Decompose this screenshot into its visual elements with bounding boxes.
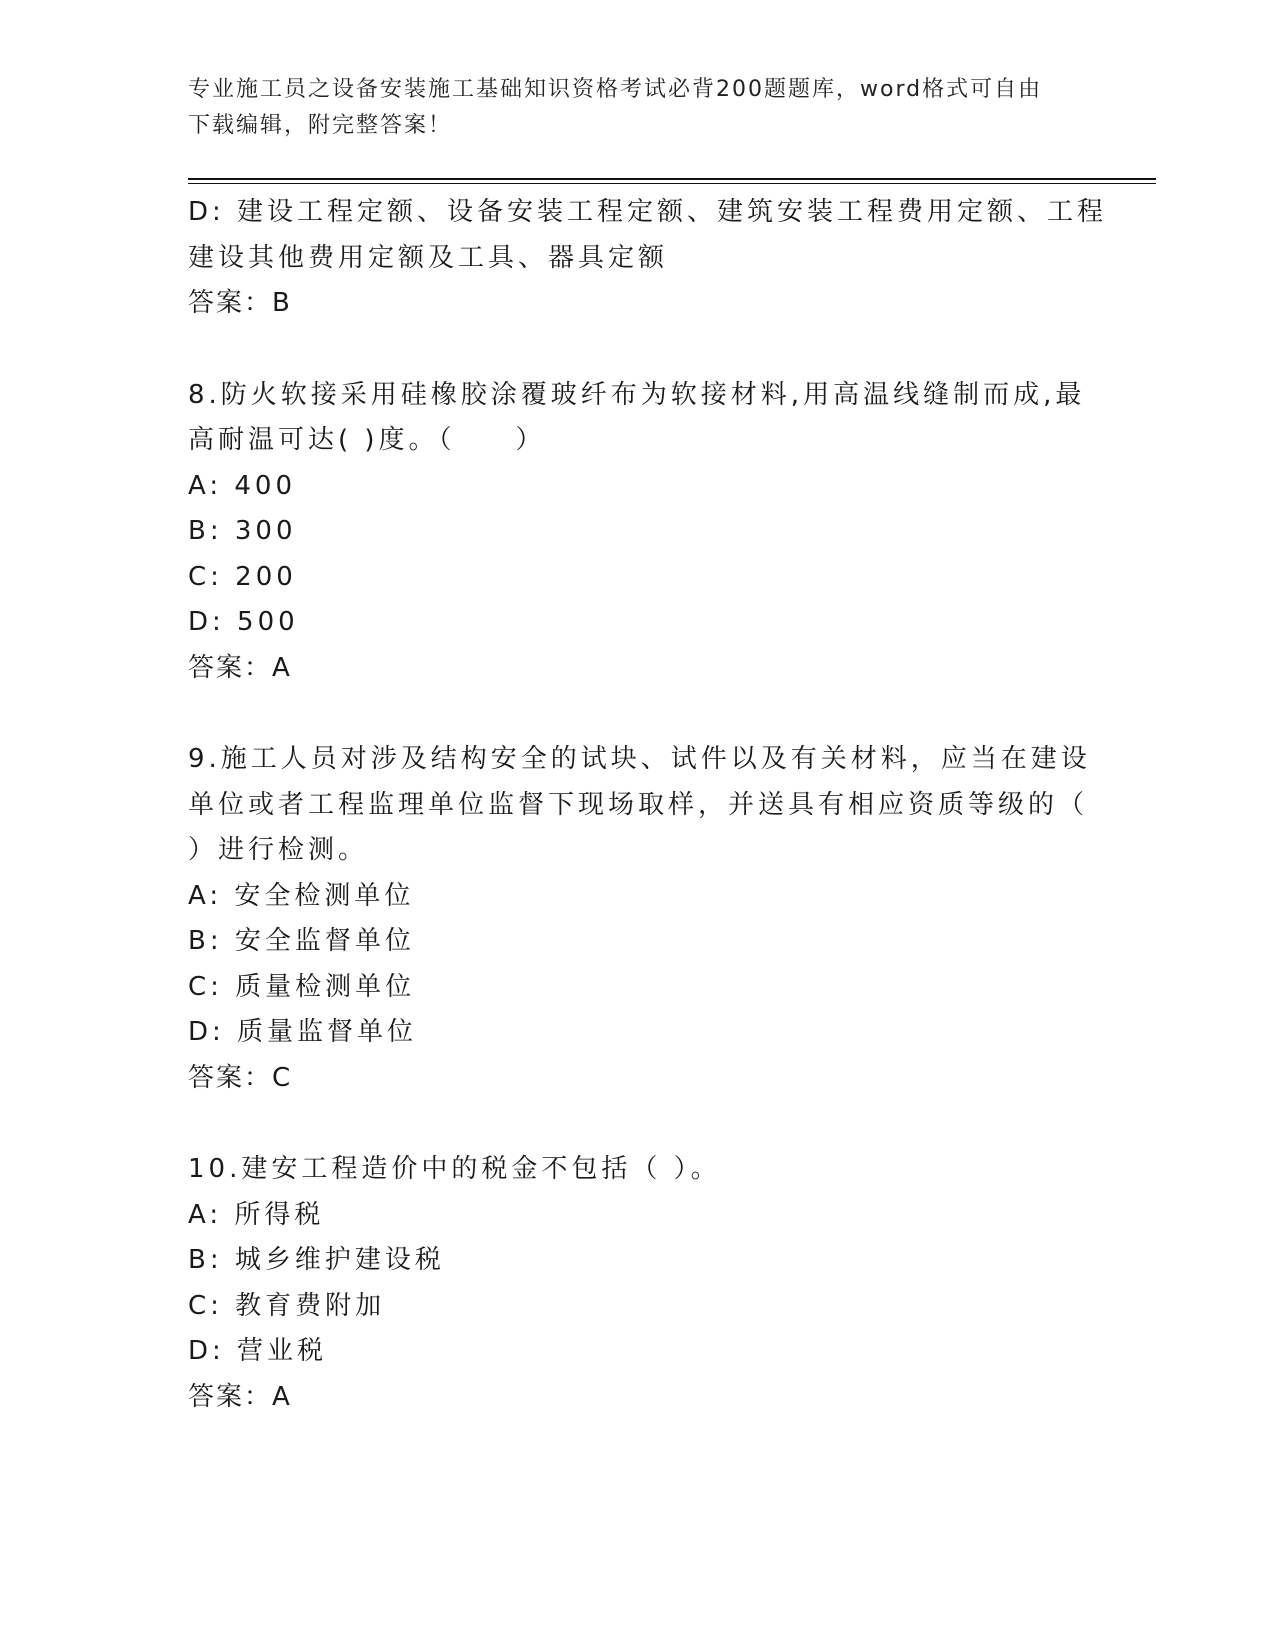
question-stem-line-1: 10.建安工程造价中的税金不包括（ ）。	[188, 1154, 721, 1184]
document-header	[188, 72, 1068, 144]
question-9	[188, 737, 1091, 1101]
option-d: D: 500	[188, 607, 299, 637]
option-d: D: 质量监督单位	[188, 1017, 418, 1047]
option-b: B: 城乡维护建设税	[188, 1245, 445, 1275]
spacer	[188, 327, 1088, 373]
question-stem-line-1: 9.施工人员对涉及结构安全的试块、试件以及有关材料，应当在建设	[188, 744, 1091, 774]
answer-label: 答案：A	[188, 1381, 292, 1412]
question-stem-line-1: 8.防火软接采用硅橡胶涂覆玻纤布为软接材料,用高温线缝制而成,最	[188, 379, 1086, 410]
option-b: B: 300	[188, 516, 297, 546]
option-c: C: 200	[188, 561, 297, 592]
spacer	[188, 1101, 1088, 1147]
question-list	[188, 190, 1108, 1420]
option-d-line-1: D: 建设工程定额、设备安装工程定额、建筑安装工程费用定额、工程	[188, 197, 1108, 227]
question-8	[188, 373, 1088, 692]
option-b: B: 安全监督单位	[188, 926, 415, 956]
option-c: C: 教育费附加	[188, 1290, 386, 1321]
option-a: A: 所得税	[188, 1199, 325, 1230]
answer-label: 答案：A	[188, 652, 292, 683]
question-stem-line-2: 高耐温可达( )度。（ ）	[188, 425, 546, 455]
question-7-tail	[188, 190, 1108, 327]
answer-label: 答案：B	[188, 288, 292, 318]
header-line-1: 专业施工员之设备安装施工基础知识资格考试必背200题题库，word格式可自由	[188, 77, 1043, 102]
header-line-2: 下载编辑，附完整答案！	[188, 113, 453, 138]
option-d-line-2: 建设其他费用定额及工具、器具定额	[188, 242, 669, 273]
question-stem-line-3: ）进行检测。	[188, 835, 369, 865]
option-d: D: 营业税	[188, 1336, 328, 1366]
option-c: C: 质量检测单位	[188, 971, 416, 1002]
option-a: A: 400	[188, 470, 296, 501]
spacer	[188, 691, 1088, 737]
question-10	[188, 1147, 1088, 1420]
question-stem-line-2: 单位或者工程监理单位监督下现场取样，并送具有相应资质等级的（	[188, 789, 1089, 820]
header-divider	[188, 178, 1156, 184]
option-a: A: 安全检测单位	[188, 880, 415, 911]
answer-label: 答案：C	[188, 1062, 293, 1093]
